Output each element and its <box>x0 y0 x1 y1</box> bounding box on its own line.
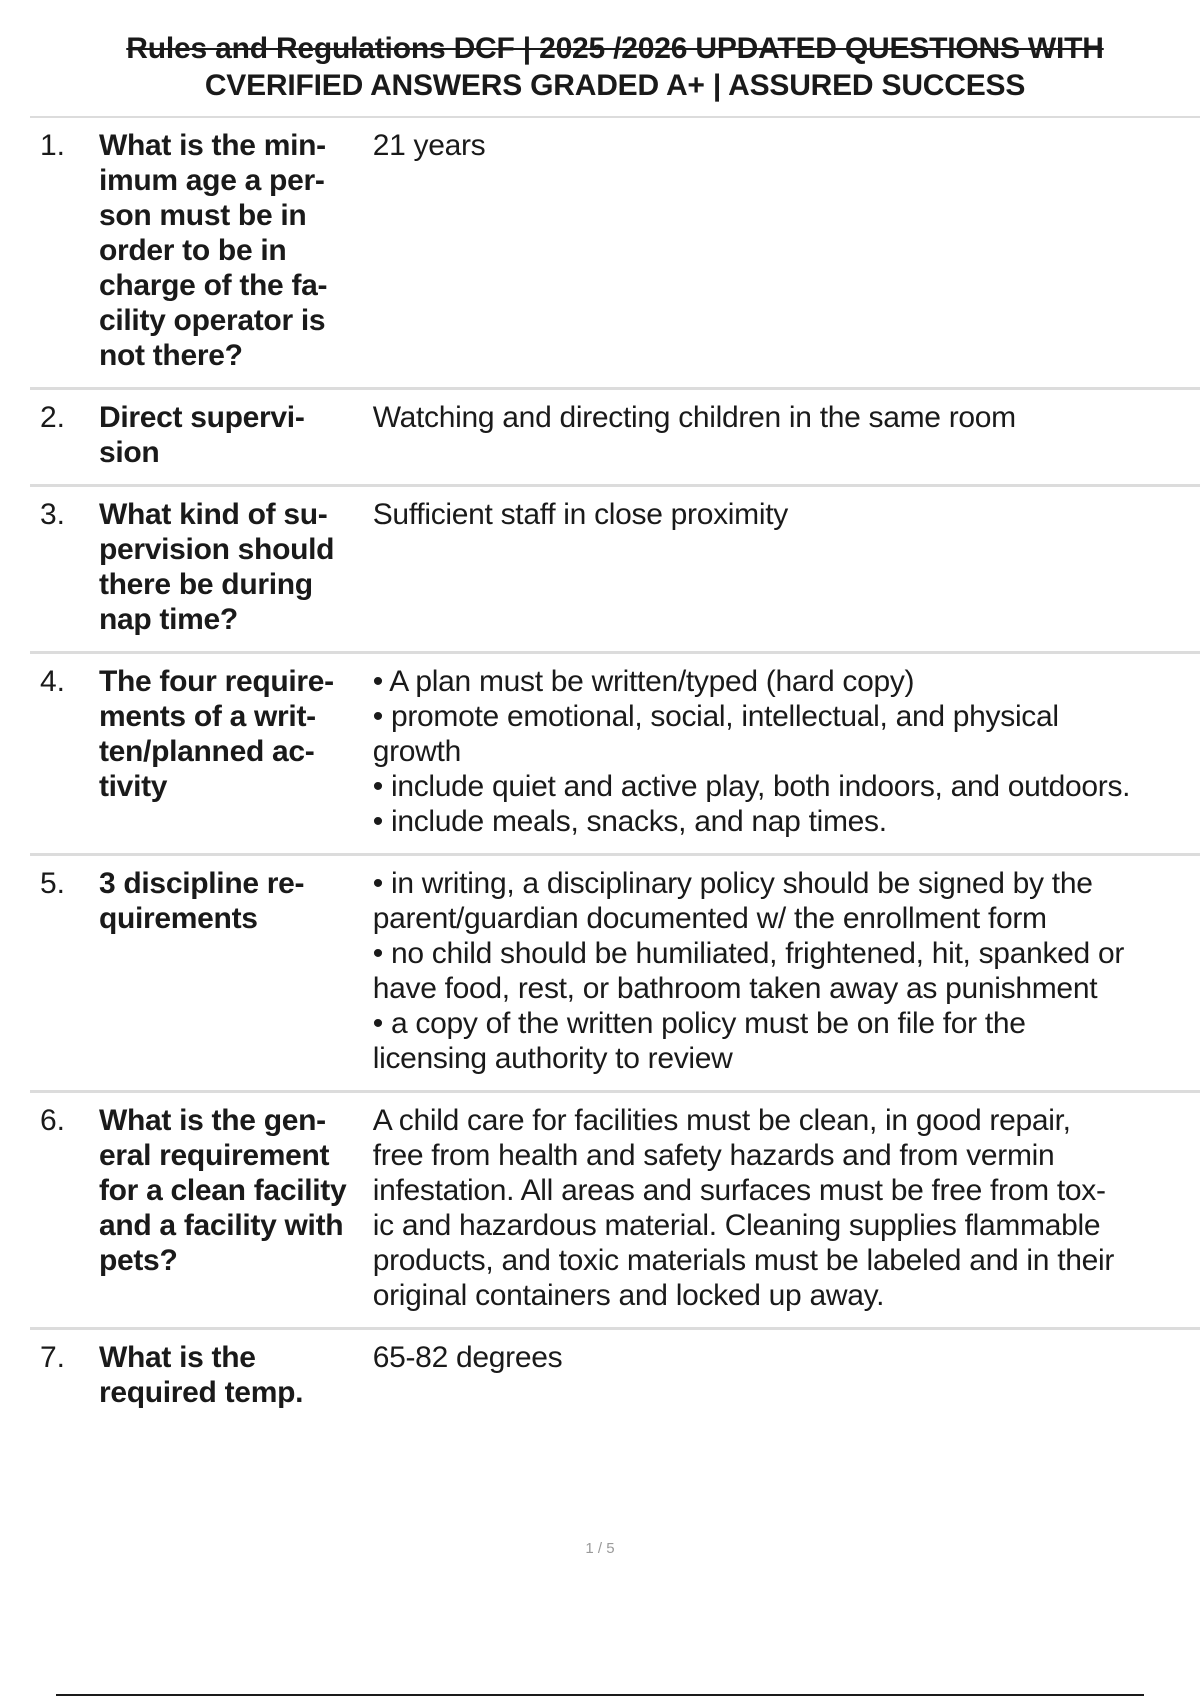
qa-number: 6. <box>40 1104 66 1137</box>
answer-line: free from health and safety hazards and from vermin <box>372 1139 1055 1172</box>
answer-line: original containers and locked up away. <box>372 1279 885 1312</box>
answer-line: 21 years <box>372 129 486 162</box>
answer-line: products, and toxic materials must be labeled and in their <box>372 1244 1115 1277</box>
question-line: pets? <box>98 1244 178 1277</box>
question-line: What is the <box>98 1341 256 1374</box>
answer-line: • include meals, snacks, and nap times. <box>372 805 887 838</box>
question-line: What is the gen- <box>98 1104 326 1137</box>
qa-number: 4. <box>40 665 66 698</box>
answer-line: growth <box>372 735 461 768</box>
answer-line: Sufficient staff in close proximity <box>372 498 788 531</box>
qa-question <box>99 664 372 804</box>
answer-line: infestation. All areas and surfaces must be free from tox- <box>372 1174 1106 1207</box>
answer-line: • in writing, a disciplinary policy should be signed by the <box>372 867 1093 900</box>
question-line: not there? <box>98 339 243 372</box>
answer-line: ic and hazardous material. Cleaning supplies flammable <box>372 1209 1101 1242</box>
qa-answer <box>372 497 1200 532</box>
question-line: son must be in <box>98 199 307 232</box>
answer-line: • a copy of the written policy must be on file for the <box>372 1007 1026 1040</box>
question-line: ten/planned ac- <box>98 735 315 768</box>
qa-question <box>99 400 372 470</box>
question-line: for a clean facility <box>98 1174 347 1207</box>
qa-list <box>30 118 1200 1424</box>
qa-answer <box>372 664 1200 839</box>
question-line: charge of the fa- <box>98 269 328 302</box>
qa-number: 1. <box>40 129 66 162</box>
question-line: 3 discipline re- <box>98 867 305 900</box>
qa-number: 3. <box>40 498 66 531</box>
qa-row <box>30 390 1200 487</box>
question-line: there be during <box>98 568 313 601</box>
question-line: order to be in <box>98 234 287 267</box>
qa-question <box>99 497 372 637</box>
answer-line: • A plan must be written/typed (hard copy) <box>372 665 915 698</box>
qa-question <box>99 1340 372 1410</box>
qa-question <box>99 128 372 373</box>
question-line: cility operator is <box>98 304 326 337</box>
answer-line: licensing authority to review <box>372 1042 733 1075</box>
answer-line: Watching and directing children in the same room <box>372 401 1016 434</box>
question-line: sion <box>98 436 160 469</box>
question-line: nap time? <box>98 603 238 636</box>
qa-row <box>30 487 1200 654</box>
title-line-1: Rules and Regulations DCF | 2025 /2026 UPDATED QUESTIONS WITH <box>126 32 1104 65</box>
question-line: ments of a writ- <box>98 700 316 733</box>
document-header <box>30 30 1200 104</box>
question-line: required temp. <box>98 1376 304 1409</box>
qa-answer <box>372 400 1200 435</box>
answer-line: parent/guardian documented w/ the enrollment form <box>372 902 1047 935</box>
title-line-2: CVERIFIED ANSWERS GRADED A+ | ASSURED SUCCESS <box>204 69 1026 102</box>
answer-line: A child care for facilities must be clean, in good repair, <box>372 1104 1071 1137</box>
qa-number: 5. <box>40 867 66 900</box>
question-line: What kind of su- <box>98 498 328 531</box>
question-line: imum age a per- <box>98 164 325 197</box>
answer-line: • include quiet and active play, both indoors, and outdoors. <box>372 770 1131 803</box>
question-line: and a facility with <box>98 1209 344 1242</box>
qa-number: 7. <box>40 1341 66 1374</box>
qa-answer <box>372 128 1200 163</box>
question-line: tivity <box>98 770 168 803</box>
qa-row <box>30 118 1200 390</box>
question-line: pervision should <box>98 533 335 566</box>
answer-line: 65-82 degrees <box>372 1341 563 1374</box>
question-line: quirements <box>98 902 258 935</box>
qa-answer <box>372 866 1200 1076</box>
question-line: The four require- <box>98 665 334 698</box>
question-line: eral requirement <box>98 1139 330 1172</box>
answer-line: • no child should be humiliated, frightened, hit, spanked or <box>372 937 1125 970</box>
answer-line: • promote emotional, social, intellectual, and physical <box>372 700 1059 733</box>
qa-question <box>99 1103 372 1278</box>
page-indicator: 1 / 5 <box>585 1540 615 1557</box>
qa-number: 2. <box>40 401 66 434</box>
answer-line: have food, rest, or bathroom taken away as punishment <box>372 972 1098 1005</box>
qa-question <box>99 866 372 936</box>
question-line: Direct supervi- <box>98 401 305 434</box>
footer-divider <box>56 1694 1144 1696</box>
qa-row <box>30 654 1200 856</box>
qa-answer <box>372 1340 1200 1375</box>
qa-answer <box>372 1103 1200 1313</box>
question-line: What is the min- <box>98 129 326 162</box>
qa-row <box>30 856 1200 1093</box>
qa-row <box>30 1093 1200 1330</box>
qa-row <box>30 1330 1200 1424</box>
